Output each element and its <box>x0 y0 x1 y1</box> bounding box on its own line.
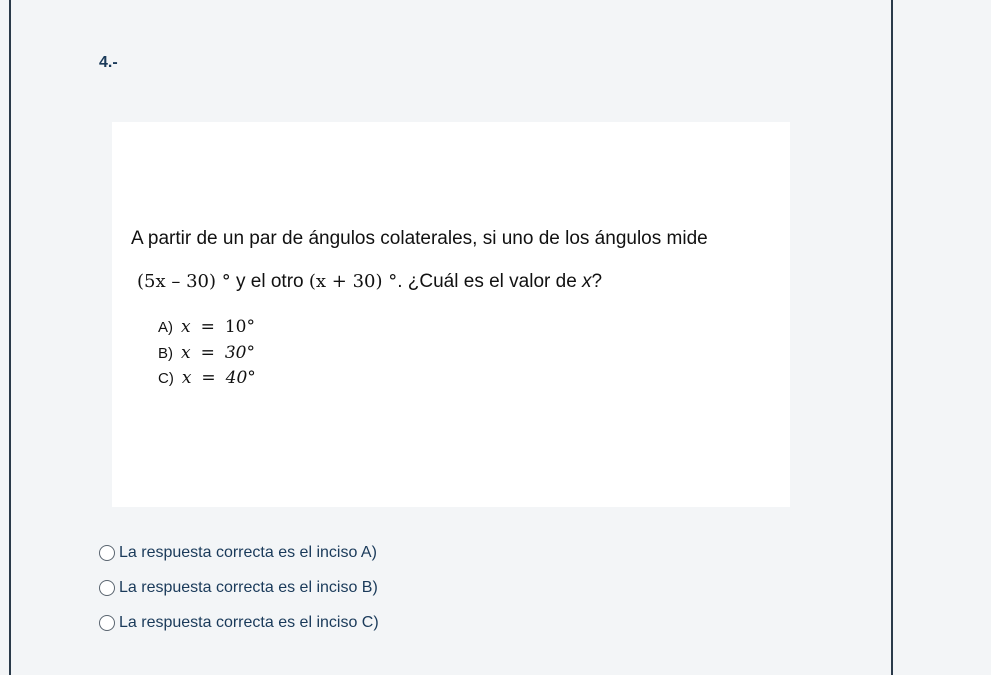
question-stem-line1: A partir de un par de ángulos colaterales, si uno de los ángulos mide <box>131 228 708 249</box>
question-image <box>112 122 790 507</box>
answer-choice-b-label[interactable]: La respuesta correcta es el inciso B) <box>119 578 378 596</box>
option-a-value: 10° <box>224 317 255 337</box>
option-c-label: C) <box>158 370 174 387</box>
question-number: 4.- <box>99 54 118 71</box>
answer-choices <box>99 535 379 640</box>
option-a-var: x <box>181 317 191 337</box>
option-b-var: x <box>181 343 191 363</box>
option-c-var: x <box>181 368 192 388</box>
answer-choice-a[interactable] <box>99 535 379 570</box>
option-a-label: A) <box>158 319 173 336</box>
stem-end-text: . ¿Cuál es el valor de <box>397 271 583 292</box>
option-a-eq: = <box>200 317 215 337</box>
answer-choice-c-label[interactable]: La respuesta correcta es el inciso C) <box>119 613 379 631</box>
frame-left-border <box>9 0 11 675</box>
question-stem-line2 <box>137 271 602 293</box>
option-c-value: 40° <box>225 368 256 388</box>
radio-c[interactable] <box>99 615 115 631</box>
frame-right-border <box>891 0 893 675</box>
option-c <box>158 368 256 388</box>
option-b-value: 30° <box>224 343 255 363</box>
expression-second-angle: (x + 30) ° <box>308 271 398 292</box>
answer-choice-b[interactable] <box>99 570 379 605</box>
option-b <box>158 343 255 363</box>
stem-mid-text: y el otro <box>230 271 309 292</box>
answer-choice-c[interactable] <box>99 605 379 640</box>
option-b-eq: = <box>200 343 215 363</box>
answer-choice-a-label[interactable]: La respuesta correcta es el inciso A) <box>119 543 377 561</box>
radio-b[interactable] <box>99 580 115 596</box>
question-mark: ? <box>591 271 603 292</box>
option-b-label: B) <box>158 345 173 362</box>
variable-x: x <box>582 271 592 292</box>
option-c-eq: = <box>201 368 216 388</box>
radio-a[interactable] <box>99 545 115 561</box>
expression-first-angle: (5x – 30) ° <box>137 271 231 292</box>
option-a <box>158 317 255 337</box>
